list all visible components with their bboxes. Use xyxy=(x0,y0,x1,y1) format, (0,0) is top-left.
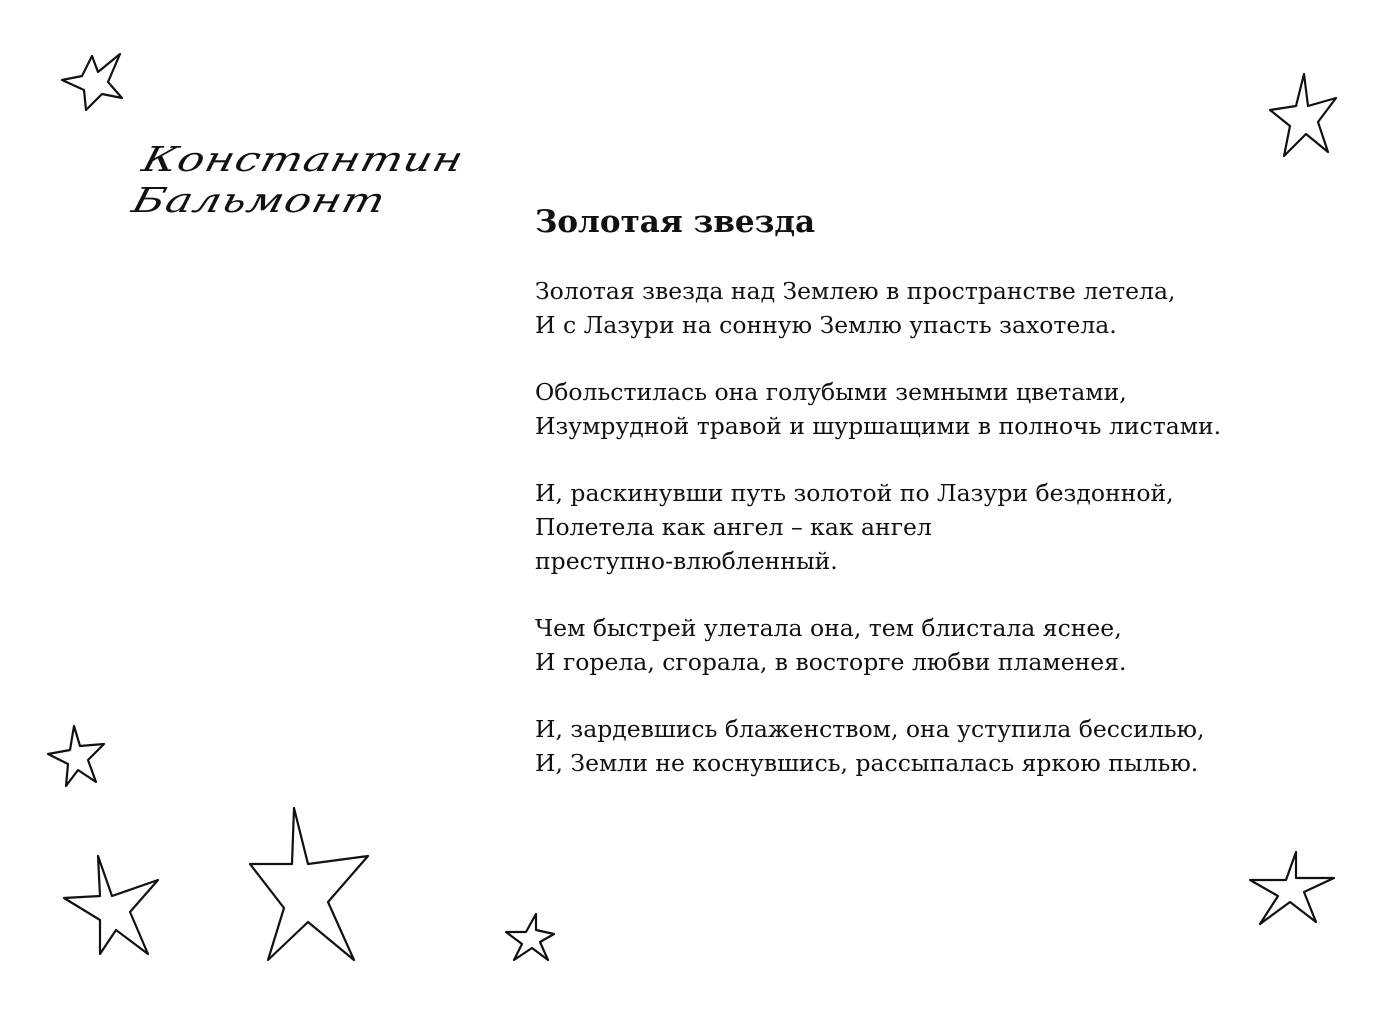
poem-line: Изумрудной травой и шуршащими в полночь листами. xyxy=(535,412,1222,440)
poem-line: И с Лазури на сонную Землю упасть захотела. xyxy=(535,311,1117,339)
author-signature xyxy=(128,140,488,221)
poem-line: И, раскинувши путь золотой по Лазури бездонной, xyxy=(535,479,1174,507)
stanza-4 xyxy=(535,611,1335,679)
author-last-name: Бальмонт xyxy=(127,180,391,221)
poem-line: И горела, сгорала, в восторге любви пламенея. xyxy=(535,648,1127,676)
star-icon xyxy=(1246,848,1340,928)
poem-line: Обольстилась она голубыми земными цветами, xyxy=(535,378,1127,406)
poem-line: И, зардевшись блаженством, она уступила бессилью, xyxy=(535,715,1205,743)
star-icon xyxy=(58,46,128,116)
star-icon xyxy=(1266,70,1344,162)
author-first-name: Константин xyxy=(138,140,469,180)
poem-line: И, Земли не коснувшись, рассыпалась яркою пылью. xyxy=(535,749,1199,777)
star-icon xyxy=(60,850,164,962)
poem-line: Полетела как ангел – как ангел xyxy=(535,513,932,541)
stanza-1 xyxy=(535,274,1335,342)
poem-line: преступно-влюбленный. xyxy=(535,547,838,575)
poem-line: Золотая звезда над Землею в пространстве летела, xyxy=(535,277,1176,305)
poem-title: Золотая звезда xyxy=(535,204,816,240)
star-icon xyxy=(502,910,558,964)
star-icon xyxy=(44,722,110,792)
stanza-2 xyxy=(535,375,1335,443)
stanza-5 xyxy=(535,712,1335,780)
star-icon xyxy=(244,804,376,968)
stanza-3 xyxy=(535,476,1335,578)
poem xyxy=(535,200,1335,813)
poem-line: Чем быстрей улетала она, тем блистала яснее, xyxy=(535,614,1122,642)
